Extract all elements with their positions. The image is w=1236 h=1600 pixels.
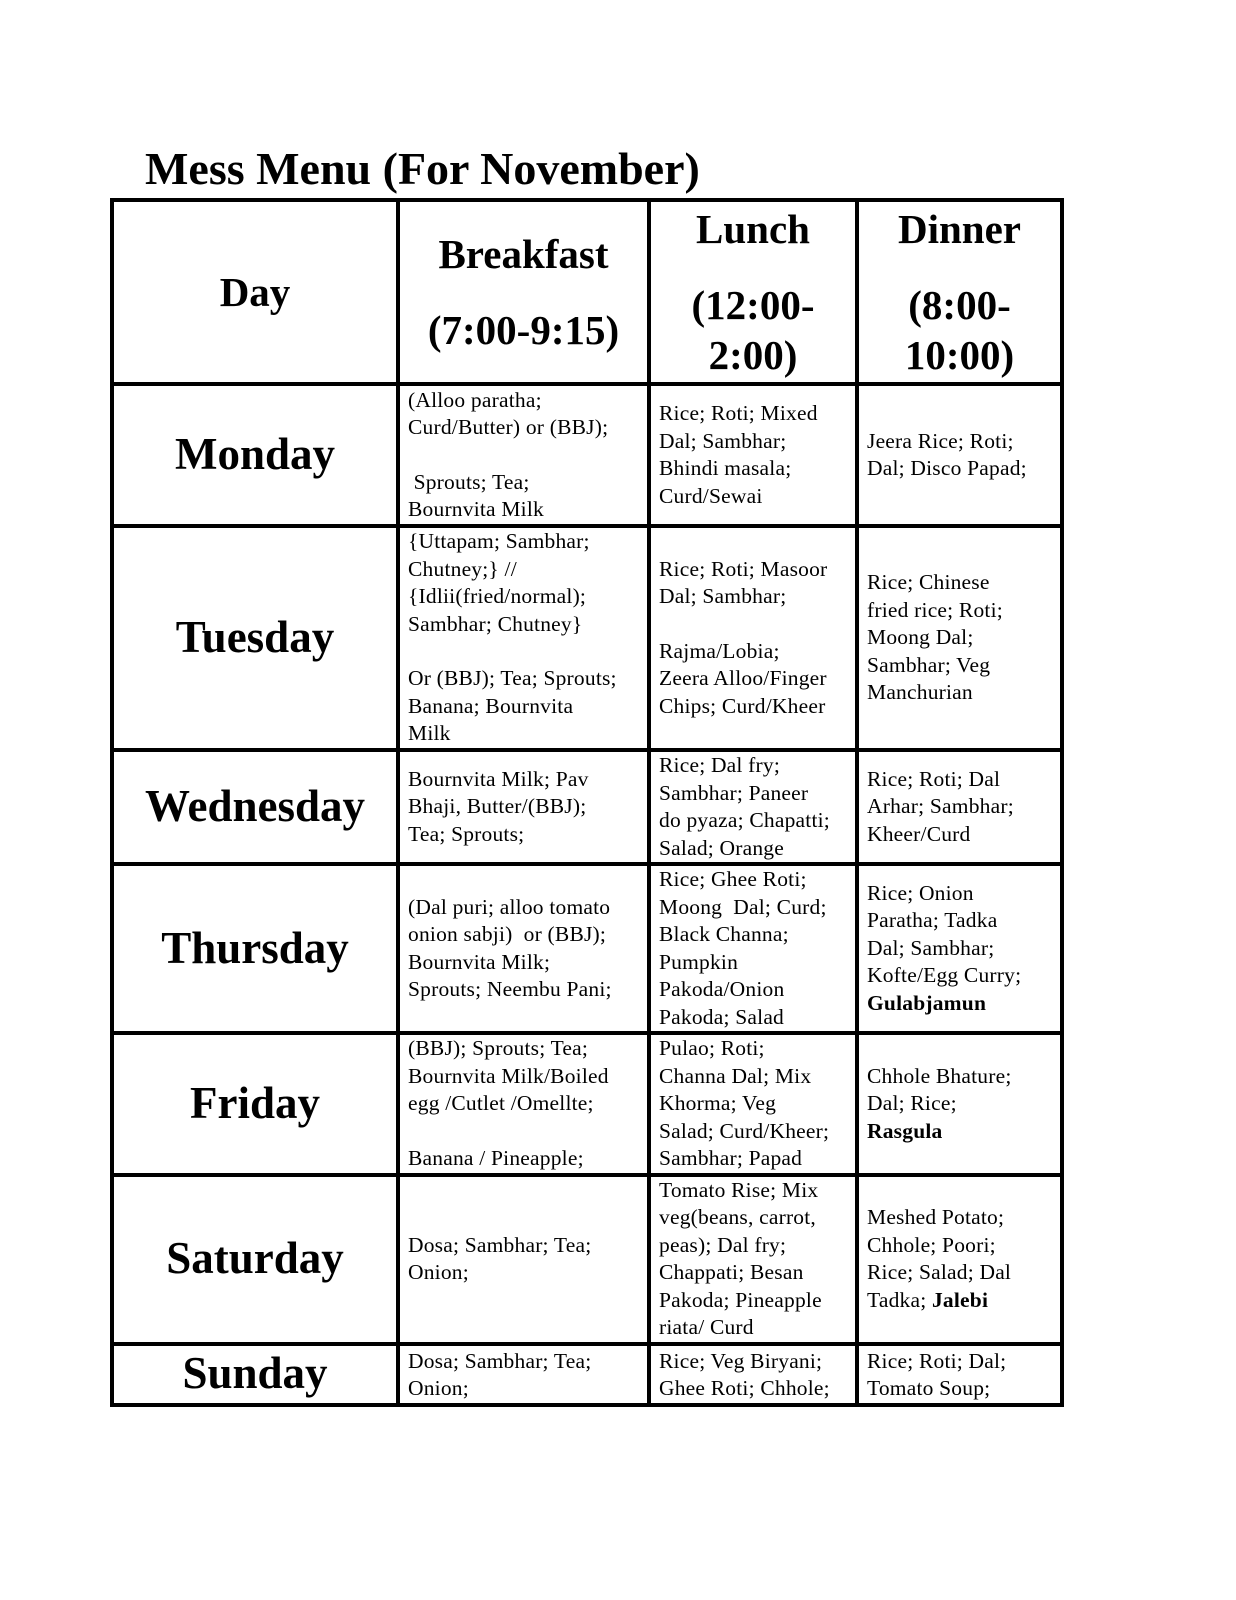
menu-line: Milk bbox=[408, 721, 451, 746]
row-thursday bbox=[112, 864, 1062, 1033]
special-dish: Rasgula bbox=[867, 1118, 943, 1143]
menu-line: Meshed Potato; bbox=[867, 1205, 1005, 1229]
friday-lunch bbox=[649, 1033, 857, 1175]
menu-line: Bournvita Milk; bbox=[408, 949, 551, 974]
row-tuesday bbox=[112, 526, 1062, 750]
menu-line: Tea; Sprouts; bbox=[408, 821, 525, 846]
sunday-lunch bbox=[649, 1344, 857, 1405]
menu-line: Khorma; Veg bbox=[659, 1091, 777, 1115]
thursday-lunch bbox=[649, 864, 857, 1033]
menu-line: onion sabji) or (BBJ); bbox=[408, 922, 607, 946]
row-monday bbox=[112, 384, 1062, 526]
menu-line: (Alloo paratha; bbox=[408, 387, 542, 412]
menu-line: riata/ Curd bbox=[659, 1315, 754, 1339]
menu-line: Rice; Roti; Dal bbox=[867, 766, 1001, 791]
day-friday: Friday bbox=[112, 1033, 398, 1175]
header-dinner bbox=[857, 200, 1062, 384]
menu-line: Curd/Butter) or (BBJ); bbox=[408, 415, 609, 439]
friday-breakfast bbox=[398, 1033, 649, 1175]
menu-line: Arhar; Sambhar; bbox=[867, 794, 1014, 819]
menu-line: Chappati; Besan bbox=[659, 1260, 804, 1284]
header-breakfast-time: (7:00-9:15) bbox=[427, 307, 620, 353]
menu-line: Rice; Onion bbox=[867, 880, 974, 905]
menu-line: Paratha; Tadka bbox=[867, 908, 998, 933]
menu-line: (BBJ); Sprouts; Tea; bbox=[408, 1036, 589, 1061]
mess-menu-table bbox=[110, 198, 1064, 1407]
menu-line: egg /Cutlet /Omellte; bbox=[408, 1091, 594, 1116]
saturday-dinner bbox=[857, 1175, 1062, 1344]
menu-line: Rice; Veg Biryani; bbox=[659, 1348, 823, 1373]
menu-text: Tadka; bbox=[867, 1287, 932, 1312]
menu-line: Sambhar; Paneer bbox=[659, 780, 809, 805]
monday-dinner bbox=[857, 384, 1062, 526]
menu-line: Onion; bbox=[408, 1260, 469, 1284]
menu-line: Dal; Disco Papad; bbox=[867, 456, 1027, 480]
wednesday-breakfast bbox=[398, 750, 649, 864]
header-lunch-time-line2: 2:00) bbox=[708, 332, 798, 378]
menu-line: Or (BBJ); Tea; Sprouts; bbox=[408, 666, 617, 691]
menu-line: Sambhar; Chutney} bbox=[408, 611, 583, 636]
thursday-dinner bbox=[857, 864, 1062, 1033]
header-breakfast bbox=[398, 200, 649, 384]
menu-line: Rice; Roti; Masoor bbox=[659, 556, 828, 581]
menu-line: Sambhar; Veg bbox=[867, 652, 991, 677]
menu-line: Bournvita Milk; Pav bbox=[408, 766, 589, 791]
menu-line: Ghee Roti; Chhole; bbox=[659, 1376, 830, 1400]
menu-line: Rice; Dal fry; bbox=[659, 753, 781, 777]
menu-line: Zeera Alloo/Finger bbox=[659, 666, 827, 691]
day-monday: Monday bbox=[112, 384, 398, 526]
header-lunch-name: Lunch bbox=[696, 205, 810, 252]
special-dish: Gulabjamun bbox=[867, 990, 987, 1015]
menu-line: Chhole; Poori; bbox=[867, 1232, 996, 1257]
menu-line: Sprouts; Tea; bbox=[408, 469, 530, 494]
menu-line: Dosa; Sambhar; Tea; bbox=[408, 1348, 592, 1373]
header-lunch-time-line1: (12:00- bbox=[691, 281, 815, 328]
menu-line: {Idlii(fried/normal); bbox=[408, 584, 587, 609]
menu-line: Sprouts; Neembu Pani; bbox=[408, 977, 612, 1001]
day-thursday: Thursday bbox=[112, 864, 398, 1033]
menu-line: Rice; Salad; Dal bbox=[867, 1260, 1012, 1284]
menu-line: Banana / Pineapple; bbox=[408, 1145, 584, 1170]
menu-line: Salad; Orange bbox=[659, 835, 784, 860]
saturday-lunch bbox=[649, 1175, 857, 1344]
menu-line: Pakoda/Onion bbox=[659, 977, 785, 1001]
monday-breakfast bbox=[398, 384, 649, 526]
tuesday-lunch bbox=[649, 526, 857, 750]
header-dinner-time-line1: (8:00- bbox=[908, 281, 1011, 328]
menu-line: Pakoda; Pineapple bbox=[659, 1287, 822, 1312]
header-breakfast-name: Breakfast bbox=[438, 230, 609, 277]
header-day bbox=[112, 200, 398, 384]
menu-line: Chutney;} // bbox=[408, 556, 517, 581]
monday-lunch bbox=[649, 384, 857, 526]
menu-line: Curd/Sewai bbox=[659, 483, 763, 508]
menu-line: veg(beans, carrot, bbox=[659, 1205, 817, 1229]
menu-line: Channa Dal; Mix bbox=[659, 1063, 812, 1088]
header-day-label: Day bbox=[219, 268, 291, 315]
menu-line: peas); Dal fry; bbox=[659, 1232, 787, 1257]
menu-line: Pulao; Roti; bbox=[659, 1036, 765, 1060]
special-dish: Jalebi bbox=[931, 1287, 989, 1312]
menu-line: Tomato Soup; bbox=[867, 1376, 991, 1400]
menu-line: fried rice; Roti; bbox=[867, 597, 1003, 622]
menu-line: Bhaji, Butter/(BBJ); bbox=[408, 794, 587, 819]
menu-line: do pyaza; Chapatti; bbox=[659, 808, 830, 832]
row-friday bbox=[112, 1033, 1062, 1175]
menu-line: Rice; Roti; Dal; bbox=[867, 1348, 1007, 1373]
sunday-breakfast bbox=[398, 1344, 649, 1405]
wednesday-lunch bbox=[649, 750, 857, 864]
day-wednesday: Wednesday bbox=[112, 750, 398, 864]
menu-line: Rajma/Lobia; bbox=[659, 638, 780, 663]
menu-line: Bournvita Milk bbox=[408, 497, 544, 521]
row-saturday bbox=[112, 1175, 1062, 1344]
menu-line: Bhindi masala; bbox=[659, 456, 792, 480]
menu-line: Jeera Rice; Roti; bbox=[867, 428, 1014, 453]
menu-line: Bournvita Milk/Boiled bbox=[408, 1063, 609, 1088]
menu-line: Rice; Ghee Roti; bbox=[659, 867, 807, 891]
menu-line: Rice; Chinese bbox=[867, 570, 990, 595]
header-row bbox=[112, 200, 1062, 384]
menu-line: Dal; Sambhar; bbox=[867, 935, 995, 960]
menu-line: Pakoda; Salad bbox=[659, 1004, 785, 1029]
menu-line: Manchurian bbox=[867, 680, 973, 705]
menu-line: Pumpkin bbox=[659, 949, 739, 974]
friday-dinner bbox=[857, 1033, 1062, 1175]
menu-line: Onion; bbox=[408, 1376, 469, 1400]
menu-line: Kofte/Egg Curry; bbox=[867, 963, 1022, 988]
day-tuesday: Tuesday bbox=[112, 526, 398, 750]
menu-line: Banana; Bournvita bbox=[408, 693, 574, 718]
header-dinner-time-line2: 10:00) bbox=[904, 332, 1015, 378]
menu-line: Dal; Sambhar; bbox=[659, 584, 787, 609]
sunday-dinner bbox=[857, 1344, 1062, 1405]
day-saturday: Saturday bbox=[112, 1175, 398, 1344]
menu-line: Chips; Curd/Kheer bbox=[659, 693, 826, 718]
menu-line: Dal; Sambhar; bbox=[659, 428, 787, 453]
row-wednesday bbox=[112, 750, 1062, 864]
menu-line: Salad; Curd/Kheer; bbox=[659, 1118, 830, 1143]
header-dinner-name: Dinner bbox=[898, 205, 1021, 252]
row-sunday bbox=[112, 1344, 1062, 1405]
tuesday-dinner bbox=[857, 526, 1062, 750]
menu-line: Chhole Bhature; bbox=[867, 1063, 1012, 1088]
saturday-breakfast bbox=[398, 1175, 649, 1344]
menu-line: {Uttapam; Sambhar; bbox=[408, 529, 590, 554]
menu-line: Sambhar; Papad bbox=[659, 1146, 803, 1170]
header-lunch bbox=[649, 200, 857, 384]
menu-line: Dal; Rice; bbox=[867, 1091, 957, 1115]
menu-line: Dosa; Sambhar; Tea; bbox=[408, 1232, 592, 1257]
thursday-breakfast bbox=[398, 864, 649, 1033]
day-sunday: Sunday bbox=[112, 1344, 398, 1405]
tuesday-breakfast bbox=[398, 526, 649, 750]
menu-line: Rice; Roti; Mixed bbox=[659, 401, 818, 425]
menu-line: Black Channa; bbox=[659, 922, 789, 946]
menu-line: Moong Dal; bbox=[867, 625, 974, 650]
menu-line bbox=[867, 1287, 1054, 1315]
menu-line: Tomato Rise; Mix bbox=[659, 1177, 819, 1202]
menu-line: (Dal puri; alloo tomato bbox=[408, 894, 611, 919]
page-title: Mess Menu (For November) bbox=[145, 143, 700, 194]
wednesday-dinner bbox=[857, 750, 1062, 864]
menu-line: Kheer/Curd bbox=[867, 821, 971, 846]
menu-line: Moong Dal; Curd; bbox=[659, 894, 827, 919]
